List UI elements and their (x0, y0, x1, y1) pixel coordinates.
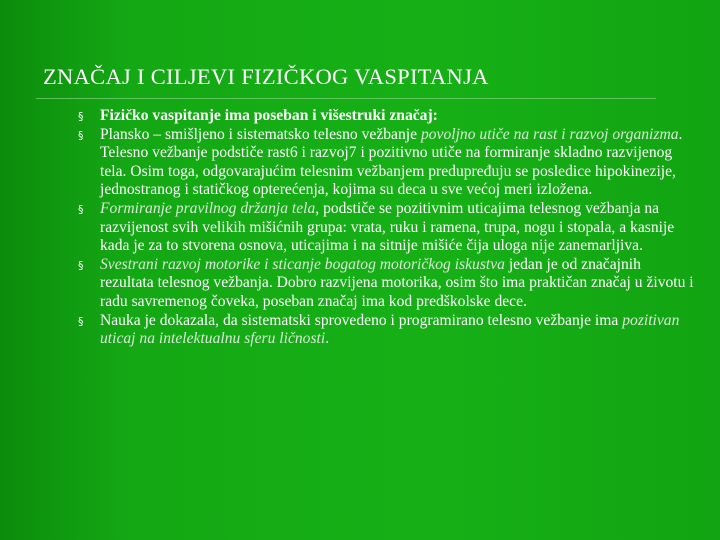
list-item (78, 312, 698, 349)
bullet-icon: § (78, 110, 84, 123)
bullet-text: , podstiče se pozitivnim uticajima telesnog vežbanja na razvijenost svih velikih mišićnih grupa: vrata, ruku i ramena, trupa, nogu i stopala, a kasnije kada je za to stvorena osnova, uticajima i na sitnije mišiće čija uloga nije zanemarljiva. (100, 199, 675, 255)
slide-title: ZNAČAJ I CILJEVI FIZIČKOG VASPITANJA (43, 64, 489, 89)
bullet-emphasis: povoljno utiče na rast i razvoj organizma (420, 125, 679, 143)
bullet-icon: § (78, 128, 84, 142)
bullet-emphasis: pozitivan uticaj na intelektualnu sferu ličnosti (100, 311, 680, 348)
list-item (78, 107, 698, 126)
bullet-list (78, 107, 698, 349)
list-item (78, 126, 698, 200)
bullet-text: Plansko – smišljeno i sistematsko telesno vežbanje (100, 125, 421, 143)
bullet-text: . (325, 330, 330, 348)
bullet-text: Fizičko vaspitanje ima poseban i višestruki značaj: (100, 107, 438, 124)
bullet-icon: § (78, 202, 84, 216)
title-divider (36, 98, 656, 99)
list-item (78, 200, 698, 256)
bullet-icon: § (78, 314, 84, 328)
bullet-emphasis: Svestrani razvoj motorike i sticanje bogatog motoričkog iskustva (100, 255, 505, 273)
bullet-text: . Telesno vežbanje podstiče rast6 i razvoj7 i pozitivno utiče na formiranje skladno razvijenog tela. Osim toga, odgovarajućim telesnim vežbanjem predupređuju se posledice hipokinezije, jednostranog i statičkog opterećenja, kojima su deca u sve većoj meri izložena. (100, 125, 683, 199)
bullet-text: Nauka je dokazala, da sistematski sprovedeno i programirano telesno vežbanje ima (100, 311, 623, 329)
list-item (78, 256, 698, 312)
bullet-text: jedan je od značajnih rezultata telesnog vežbanja. Dobro razvijena motorika, osim što ima praktičan značaj u životu i radu savremenog čoveka, poseban značaj ima kod predškolske dece. (100, 255, 694, 310)
bullet-icon: § (78, 258, 84, 272)
bullet-emphasis: Formiranje pravilnog držanja tela (100, 199, 316, 217)
